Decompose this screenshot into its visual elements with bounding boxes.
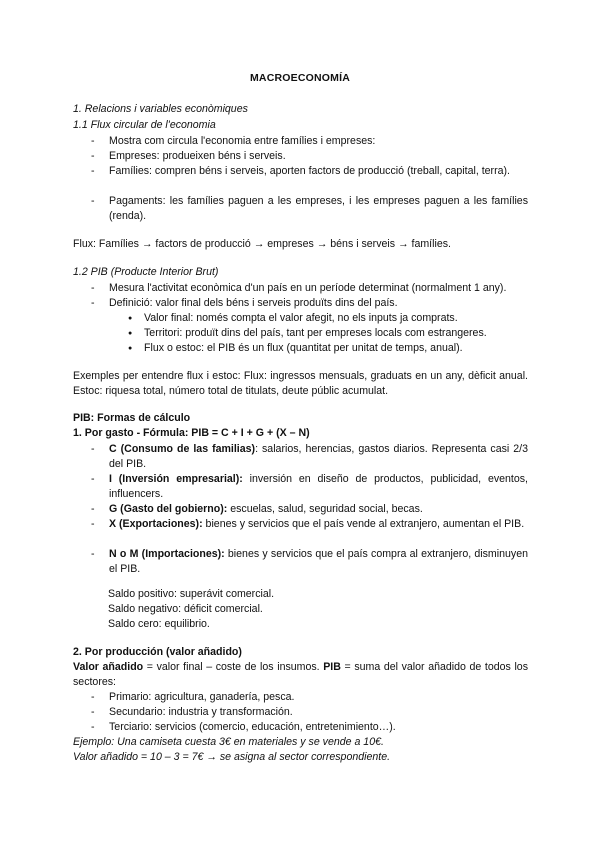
flux-line: Flux: Famílies → factors de producció → empreses → béns i serveis → famílies. [73,238,451,250]
definition: = valor final – coste de los insumos. [143,661,324,673]
term: G (Gasto del gobierno): [109,503,228,515]
document-title: MACROECONOMÍA [249,72,350,84]
term: PIB [323,661,341,673]
term: I (Inversión empresarial): [109,473,243,485]
definition: bienes y servicios que el país compra al extranjero, disminuyen el PIB. [109,548,528,575]
list-item: - Secundario: industria y transformación. [89,705,528,720]
term: X (Exportaciones): [109,518,203,530]
section-1-1-heading: 1.1 Flux circular de l'economia [73,119,216,131]
list-item [89,502,528,517]
gasto-heading: 1. Por gasto - Fórmula: PIB = C + I + G + (X – N) [73,427,310,439]
list-item: - Terciario: servicios (comercio, educación, entretenimiento…). [89,720,528,735]
list-item: - Famílies: compren béns i serveis, aporten factors de producció (treball, capital, terra). [89,164,528,179]
bullet-item: ● Flux o estoc: el PIB és un flux (quantitat per unitat de temps, anual). [128,341,528,356]
valor-anadido-paragraph [73,660,528,690]
definition: = suma del valor añadido de todos los sectores: [73,661,528,688]
bullet-item: ● Valor final: només compta el valor afegit, no els inputs ja comprats. [128,311,528,326]
produccion-heading: 2. Por producción (valor añadido) [73,646,242,658]
list-item: - Mesura l'activitat econòmica d'un país en un període determinat (normalment 1 any). [89,281,528,296]
examples-paragraph: Exemples per entendre flux i estoc: Flux: ingressos mensuals, graduats en un any, dèficit anual. Estoc: riquesa total, número total de titulats, deute públic acumulat. [73,370,528,397]
definition: escuelas, salud, seguridad social, becas. [227,503,423,515]
list-item: - Mostra com circula l'economia entre famílies i empreses: [89,134,528,149]
list-item: - Pagaments: les famílies paguen a les empreses, i les empreses paguen a les famílies (renda). [89,194,528,224]
term: C (Consumo de las familias) [109,443,256,455]
section-1-2-heading: 1.2 PIB (Producte Interior Brut) [73,266,219,278]
list-item [89,547,528,577]
saldo-line: Saldo positivo: superávit comercial. [108,588,275,600]
list-item: - Definició: valor final dels béns i serveis produïts dins del país. [89,296,528,311]
bullet-item: ● Territori: produït dins del país, tant per empreses locals com estrangeres. [128,326,528,341]
saldo-line: Saldo negativo: déficit comercial. [108,603,263,615]
example-line: Ejemplo: Una camiseta cuesta 3€ en materiales y se vende a 10€. [73,736,384,748]
term: N o M (Importaciones): [109,548,225,560]
saldo-line: Saldo cero: equilibrio. [108,618,210,630]
example-line: Valor añadido = 10 – 3 = 7€ → se asigna al sector correspondiente. [73,751,391,763]
definition: inversión en diseño de productos, publicidad, eventos, influencers. [109,473,528,500]
list-item: - Empreses: produeixen béns i serveis. [89,149,528,164]
list-item [89,472,528,502]
list-item: - Primario: agricultura, ganadería, pesca. [89,690,528,705]
pib-forms-heading: PIB: Formas de cálculo [73,412,191,424]
definition: bienes y servicios que el país vende al extranjero, aumentan el PIB. [202,518,525,530]
list-item [89,442,528,472]
list-item [89,517,528,532]
term: Valor añadido [73,661,144,673]
definition: : salarios, herencias, gastos diarios. Representa casi 2/3 del PIB. [109,443,528,470]
section-1-heading: 1. Relacions i variables econòmiques [73,103,248,115]
